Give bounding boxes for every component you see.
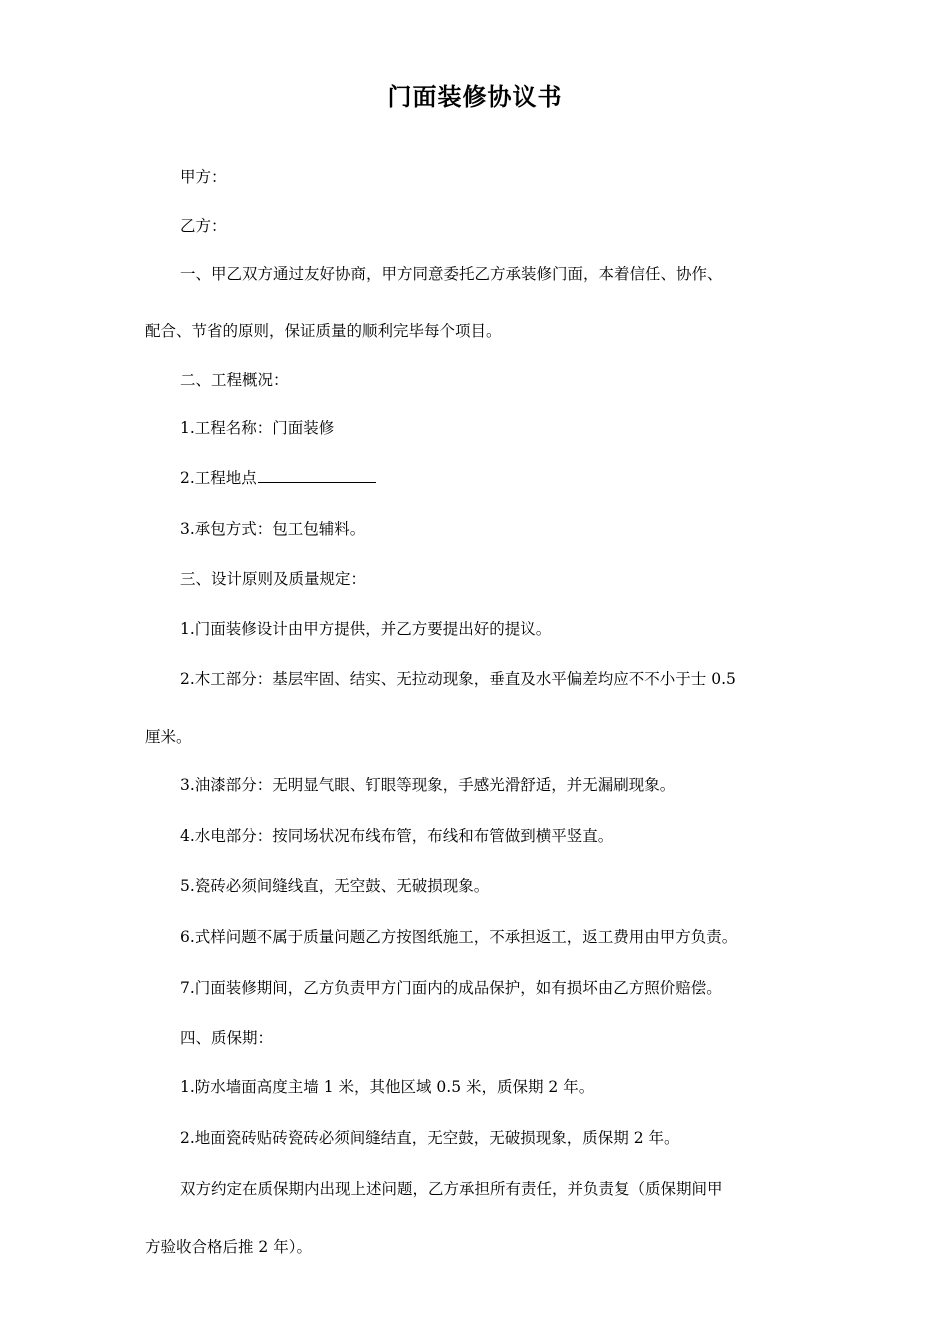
section3-item6: 6.式样问题不属于质量问题乙方按图纸施工，不承担返工，返工费用由甲方负责。 bbox=[180, 928, 738, 946]
section3-heading: 三、设计原则及质量规定： bbox=[180, 570, 367, 588]
section2-item2-label: 2.工程地点 bbox=[180, 469, 257, 487]
section2-item1: 1.工程名称：门面装修 bbox=[180, 419, 335, 437]
section3-item7: 7.门面装修期间，乙方负责甲方门面内的成品保护，如有损坏由乙方照价赔偿。 bbox=[180, 979, 722, 997]
section4-item1: 1.防水墙面高度主墙 1 米，其他区域 0.5 米，质保期 2 年。 bbox=[180, 1078, 595, 1096]
section1-line1: 一、甲乙双方通过友好协商，甲方同意委托乙方承装修门面，本着信任、协作、 bbox=[180, 265, 723, 283]
section3-item4: 4.水电部分：按同场状况布线布管，布线和布管做到横平竖直。 bbox=[180, 827, 614, 845]
section4-item2: 2.地面瓷砖贴砖瓷砖必须间缝结直，无空鼓，无破损现象，质保期 2 年。 bbox=[180, 1129, 680, 1147]
section3-item5: 5.瓷砖必须间缝线直，无空鼓、无破损现象。 bbox=[180, 877, 490, 895]
section4-heading: 四、质保期： bbox=[180, 1029, 274, 1047]
section3-item3: 3.油漆部分：无明显气眼、钉眼等现象，手感光滑舒适，并无漏刷现象。 bbox=[180, 776, 676, 794]
section3-item1: 1.门面装修设计由甲方提供，并乙方要提出好的提议。 bbox=[180, 620, 552, 638]
section2-item2 bbox=[180, 467, 376, 489]
section3-item2-line2: 厘米。 bbox=[145, 728, 192, 746]
party-a-label: 甲方： bbox=[180, 168, 227, 186]
section2-item3: 3.承包方式：包工包辅料。 bbox=[180, 520, 366, 538]
section2-heading: 二、工程概况： bbox=[180, 371, 289, 389]
document-title: 门面装修协议书 bbox=[387, 82, 563, 111]
section1-line2: 配合、节省的原则，保证质量的顺利完毕每个项目。 bbox=[145, 322, 502, 340]
party-b-label: 乙方： bbox=[180, 217, 227, 235]
warranty-line2: 方验收合格后推 2 年）。 bbox=[145, 1238, 312, 1256]
address-blank-line bbox=[258, 468, 376, 483]
warranty-line1: 双方约定在质保期内出现上述问题，乙方承担所有责任，并负责复（质保期间甲 bbox=[180, 1180, 723, 1198]
section3-item2-line1: 2.木工部分：基层牢固、结实、无拉动现象，垂直及水平偏差均应不不小于士 0.5 bbox=[180, 670, 736, 688]
